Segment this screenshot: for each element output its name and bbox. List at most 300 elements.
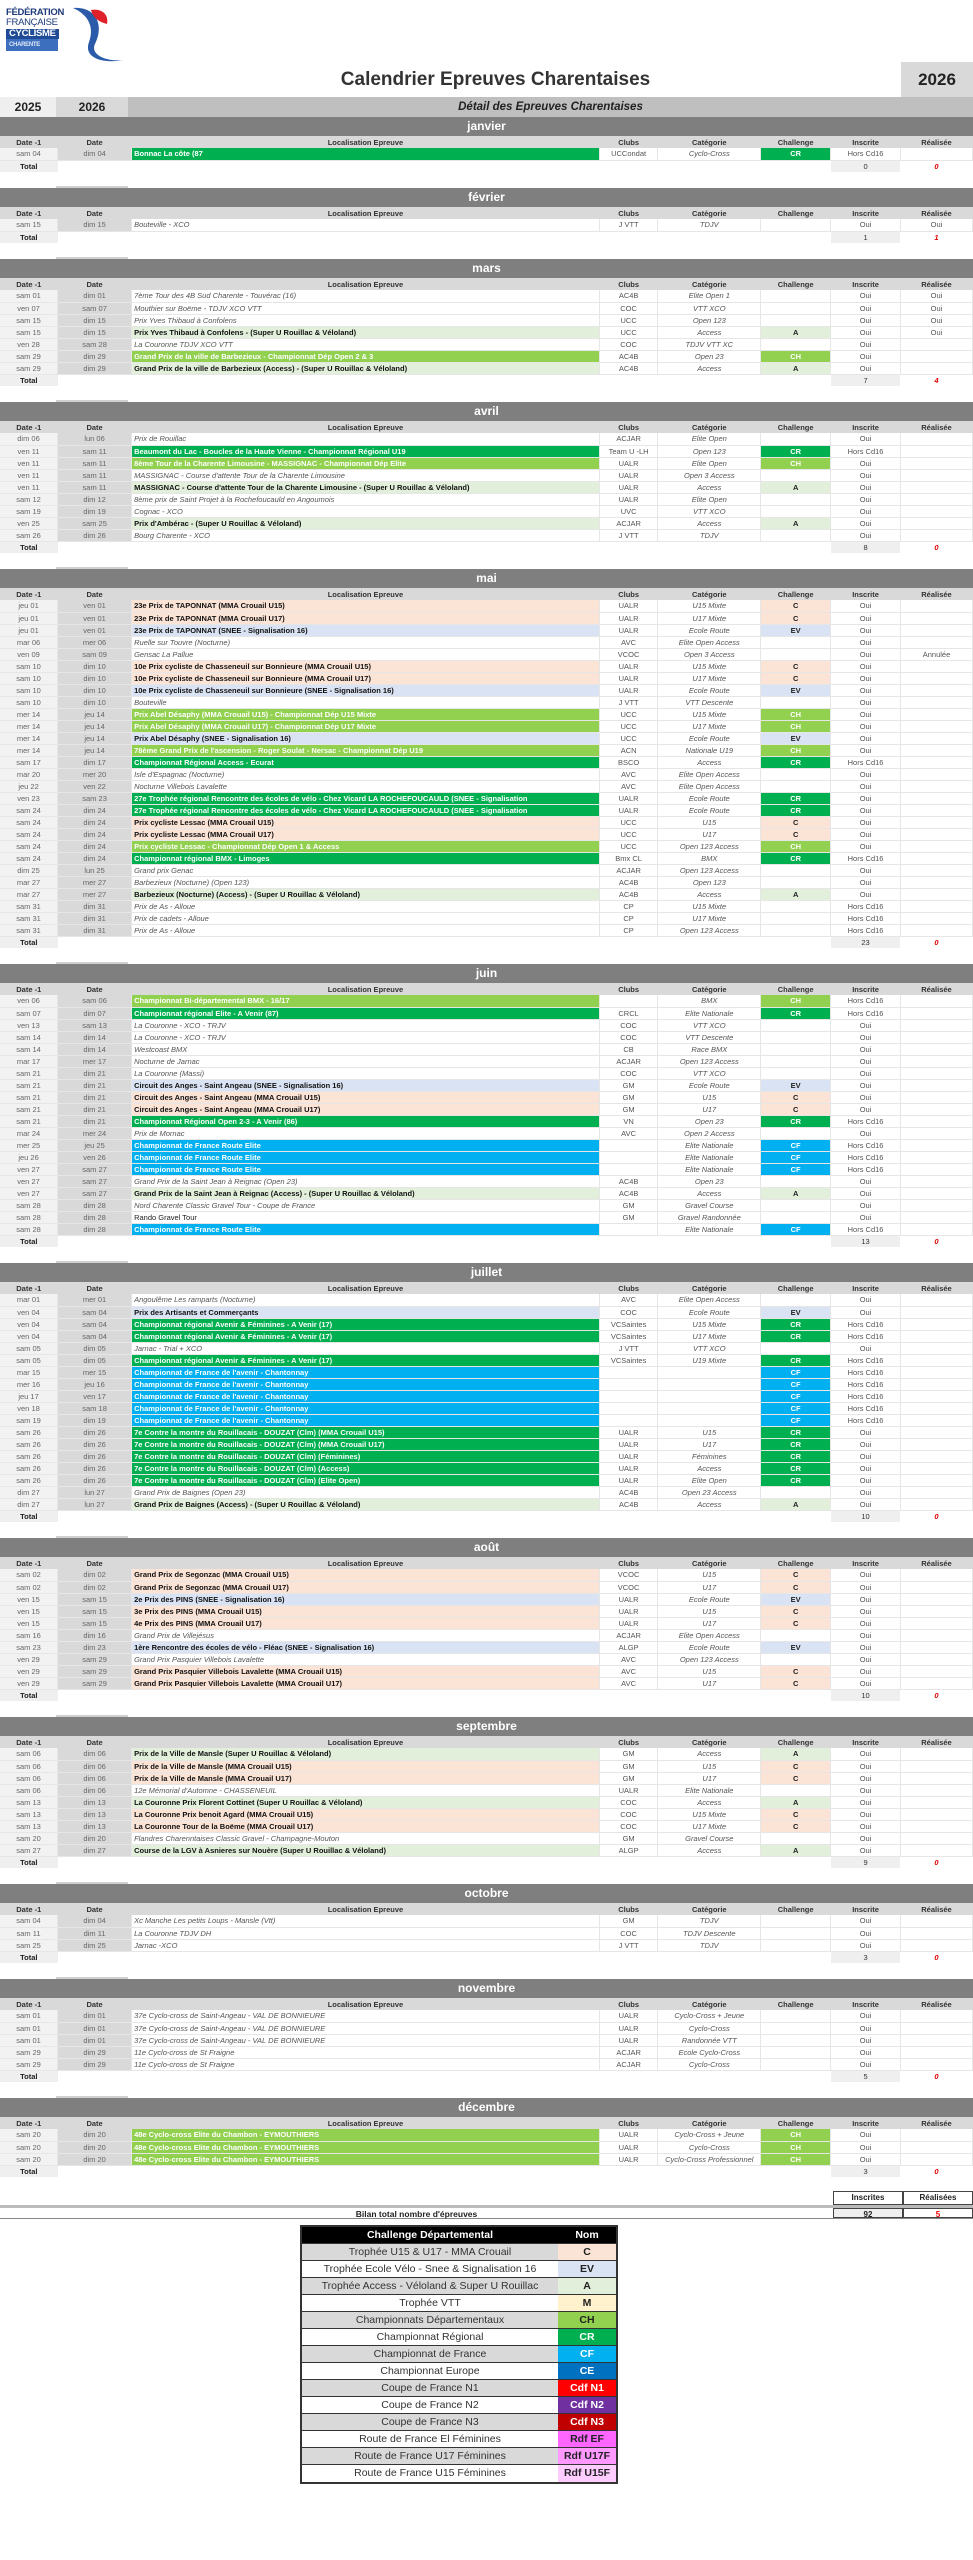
event-location[interactable]: 8ème prix de Saint Projet à la Rochefoucauld en Angoumois xyxy=(132,493,600,505)
event-realisee xyxy=(900,2034,972,2046)
event-row[interactable] xyxy=(0,290,973,302)
event-row[interactable] xyxy=(0,1844,973,1856)
event-location[interactable]: Championnat Bi-départemental BMX - 16/17 xyxy=(132,995,600,1007)
event-location[interactable]: Grand Prix de la Saint Jean à Reignac (Open 23) xyxy=(132,1175,600,1187)
event-location[interactable]: Isle d'Espagnac (Nocturne) xyxy=(132,768,600,780)
event-row[interactable] xyxy=(0,362,973,374)
event-row[interactable] xyxy=(0,1617,973,1629)
date-prev: jeu 01 xyxy=(0,612,58,624)
event-row[interactable] xyxy=(0,1641,973,1653)
event-row[interactable] xyxy=(0,1031,973,1043)
event-row[interactable] xyxy=(0,1007,973,1019)
event-location[interactable]: Championnat de France de l'avenir - Chantonnay xyxy=(132,1414,600,1426)
event-location[interactable]: 37e Cyclo-cross de Saint-Angeau - VAL DE BONNIEURE xyxy=(132,2022,600,2034)
event-location[interactable]: Prix de la Ville de Mansle (MMA Crouail U17) xyxy=(132,1772,600,1784)
event-location[interactable]: Championnat de France Route Elite xyxy=(132,1223,600,1235)
event-inscrite: Oui xyxy=(831,780,901,792)
event-location[interactable]: 48e Cyclo-cross Elite du Chambon - EYMOUTHIERS xyxy=(132,2153,600,2165)
event-row[interactable] xyxy=(0,612,973,624)
event-row[interactable] xyxy=(0,924,973,936)
event-row[interactable] xyxy=(0,756,973,768)
event-location[interactable]: Prix cycliste Lessac - Championnat Dép Open 1 & Access xyxy=(132,840,600,852)
date-prev: sam 04 xyxy=(0,1915,58,1927)
column-headers xyxy=(0,136,973,148)
event-row[interactable] xyxy=(0,1127,973,1139)
event-location[interactable]: 27e Trophée régional Rencontre des écoles de vélo - Chez Vicard LA ROCHEFOUCAULD (SNEE - Signalisation xyxy=(132,792,600,804)
event-location[interactable]: 10e Prix cycliste de Chasseneuil sur Bonnieure (MMA Crouail U15) xyxy=(132,660,600,672)
event-location[interactable]: MASSIGNAC - Course d'attente Tour de la Charente Limousine - (Super U Rouillac & Véloland) xyxy=(132,481,600,493)
event-row[interactable] xyxy=(0,350,973,362)
event-location[interactable]: Course de la LGV à Asnieres sur Nouère (Super U Rouillac & Véloland) xyxy=(132,1844,600,1856)
event-row[interactable] xyxy=(0,1796,973,1808)
event-category: Elite Open Access xyxy=(658,1629,761,1641)
event-row[interactable] xyxy=(0,2022,973,2034)
date-prev: jeu 22 xyxy=(0,780,58,792)
event-row[interactable] xyxy=(0,1175,973,1187)
event-location[interactable]: 23e Prix de TAPONNAT (MMA Crouail U15) xyxy=(132,600,600,612)
legend-header xyxy=(302,2227,616,2244)
event-location[interactable]: Championnat Régional Access - Ecurat xyxy=(132,756,600,768)
challenge-badge: A xyxy=(761,1796,831,1808)
event-row[interactable] xyxy=(0,1306,973,1318)
event-row[interactable] xyxy=(0,864,973,876)
event-club: GM xyxy=(599,1772,658,1784)
event-row[interactable] xyxy=(0,1772,973,1784)
event-location[interactable]: Nord Charente Classic Gravel Tour - Coupe de France xyxy=(132,1199,600,1211)
event-row[interactable] xyxy=(0,1569,973,1581)
event-location[interactable]: Championnat régional Avenir & Féminines - A Venir (17) xyxy=(132,1330,600,1342)
event-category: U19 Mixte xyxy=(658,1354,761,1366)
event-location[interactable]: Prix cycliste Lessac (MMA Crouail U15) xyxy=(132,816,600,828)
event-inscrite: Oui xyxy=(831,1474,901,1486)
event-location[interactable]: Jarnac - Trial + XCO xyxy=(132,1342,600,1354)
event-row[interactable] xyxy=(0,648,973,660)
event-location[interactable]: Cognac - XCO xyxy=(132,505,600,517)
event-realisee xyxy=(900,1915,972,1927)
event-row[interactable] xyxy=(0,1474,973,1486)
event-location[interactable]: Prix cycliste Lessac (MMA Crouail U17) xyxy=(132,828,600,840)
event-club: UCC xyxy=(599,732,658,744)
event-row[interactable] xyxy=(0,219,973,231)
event-location[interactable]: 11e Cyclo-cross de St Fraigne xyxy=(132,2046,600,2058)
event-location[interactable]: Prix de Rouillac xyxy=(132,433,600,445)
column-header: Réalisée xyxy=(900,278,972,290)
event-location[interactable]: Rando Gravel Tour xyxy=(132,1211,600,1223)
event-location[interactable]: Bourg Charente - XCO xyxy=(132,529,600,541)
event-location[interactable]: 7e Contre la montre du Rouillacais - DOUZAT (Clm) (MMA Crouail U17) xyxy=(132,1438,600,1450)
event-row[interactable] xyxy=(0,1760,973,1772)
event-row[interactable] xyxy=(0,1390,973,1402)
event-location[interactable]: Prix de la Ville de Mansle (Super U Rouillac & Véloland) xyxy=(132,1748,600,1760)
event-location[interactable]: La Couronne Prix benoit Agard (MMA Crouail U15) xyxy=(132,1808,600,1820)
event-location[interactable]: Grand Prix de la Saint Jean à Reignac (Access) - (Super U Rouillac & Véloland) xyxy=(132,1187,600,1199)
event-row[interactable] xyxy=(0,1915,973,1927)
event-row[interactable] xyxy=(0,1927,973,1939)
event-row[interactable] xyxy=(0,2141,973,2153)
event-location[interactable]: 7e Contre la montre du Rouillacais - DOUZAT (Clm) (Féminines) xyxy=(132,1450,600,1462)
event-inscrite: Oui xyxy=(831,1199,901,1211)
event-location[interactable]: Prix Yves Thibaud à Confolens xyxy=(132,314,600,326)
total-realisee: 0 xyxy=(900,1235,972,1247)
event-row[interactable] xyxy=(0,1366,973,1378)
event-location[interactable]: 3e Prix des PINS (MMA Crouail U15) xyxy=(132,1605,600,1617)
event-row[interactable] xyxy=(0,1067,973,1079)
event-category: Access xyxy=(658,326,761,338)
event-row[interactable] xyxy=(0,2153,973,2165)
event-location[interactable]: 7e Contre la montre du Rouillacais - DOUZAT (Clm) (MMA Crouail U15) xyxy=(132,1426,600,1438)
event-realisee xyxy=(900,1211,972,1223)
event-location[interactable]: 11e Cyclo-cross de St Fraigne xyxy=(132,2058,600,2070)
date-prev: sam 02 xyxy=(0,1569,58,1581)
event-location[interactable]: Championnat régional Avenir & Féminines - A Venir (17) xyxy=(132,1318,600,1330)
event-row[interactable] xyxy=(0,1079,973,1091)
event-location[interactable]: Flandres Charenntaises Classic Gravel - Champagne-Mouton xyxy=(132,1832,600,1844)
event-row[interactable] xyxy=(0,326,973,338)
event-location[interactable]: Grand Prix de Baignes (Open 23) xyxy=(132,1486,600,1498)
event-location[interactable]: La Couronne Tour de la Boëme (MMA Crouail U17) xyxy=(132,1820,600,1832)
event-location[interactable]: MASSIGNAC - Course d'attente Tour de la Charente Limousine xyxy=(132,469,600,481)
event-location[interactable]: Championnat régional Elite - A Venir (87) xyxy=(132,1007,600,1019)
date-prev: sam 26 xyxy=(0,1426,58,1438)
event-location[interactable]: Beaumont du Lac - Boucles de la Haute Vienne - Championnat Régional U19 xyxy=(132,445,600,457)
event-row[interactable] xyxy=(0,505,973,517)
event-row[interactable] xyxy=(0,1199,973,1211)
event-row[interactable] xyxy=(0,302,973,314)
event-location[interactable]: Championnat régional BMX - Limoges xyxy=(132,852,600,864)
event-row[interactable] xyxy=(0,696,973,708)
column-header: Date xyxy=(58,1736,132,1748)
event-row[interactable] xyxy=(0,1605,973,1617)
event-row[interactable] xyxy=(0,888,973,900)
total-realisee: 4 xyxy=(900,374,972,386)
event-location[interactable]: 2e Prix des PINS (SNEE - Signalisation 16) xyxy=(132,1593,600,1605)
event-inscrite: Oui xyxy=(831,1808,901,1820)
event-location[interactable]: Angoulême Les ramparts (Nocturne) xyxy=(132,1294,600,1306)
event-row[interactable] xyxy=(0,1330,973,1342)
event-location[interactable]: Barbezieux (Nocturne) (Access) - (Super U Rouillac & Véloland) xyxy=(132,888,600,900)
event-club: CP xyxy=(599,924,658,936)
event-row[interactable] xyxy=(0,624,973,636)
event-location[interactable]: Prix de cadets - Alloue xyxy=(132,912,600,924)
event-location[interactable]: Prix d'Ambérac - (Super U Rouillac & Véloland) xyxy=(132,517,600,529)
event-row[interactable] xyxy=(0,876,973,888)
event-row[interactable] xyxy=(0,2129,973,2141)
challenge-badge: EV xyxy=(761,624,831,636)
event-location[interactable]: Championnat de France de l'avenir - Chantonnay xyxy=(132,1378,600,1390)
event-row[interactable] xyxy=(0,1498,973,1510)
event-location[interactable]: La Couronne TDJV DH xyxy=(132,1927,600,1939)
event-inscrite: Oui xyxy=(831,636,901,648)
event-row[interactable] xyxy=(0,900,973,912)
event-row[interactable] xyxy=(0,636,973,648)
event-row[interactable] xyxy=(0,2046,973,2058)
event-inscrite: Hors Cd16 xyxy=(831,1007,901,1019)
column-header: Date -1 xyxy=(0,2117,58,2129)
event-location[interactable]: 78ème Grand Prix de l'ascension - Roger Soulat - Nersac - Championnat Dép U19 xyxy=(132,744,600,756)
event-location[interactable]: Grand prix Genac xyxy=(132,864,600,876)
event-location[interactable]: 23e Prix de TAPONNAT (MMA Crouail U17) xyxy=(132,612,600,624)
event-realisee xyxy=(900,636,972,648)
event-location[interactable]: Circuit des Anges - Saint Angeau (MMA Crouail U15) xyxy=(132,1091,600,1103)
event-location[interactable]: Grand Prix Pasquier Villebois Lavalette (MMA Crouail U17) xyxy=(132,1677,600,1689)
event-location[interactable]: 7ème Tour des 4B Sud Charente - Touvérac (16) xyxy=(132,290,600,302)
challenge-badge: CR xyxy=(761,756,831,768)
challenge-badge: CR xyxy=(761,1462,831,1474)
event-row[interactable] xyxy=(0,995,973,1007)
event-location[interactable]: Prix de Mornac xyxy=(132,1127,600,1139)
column-header: Réalisée xyxy=(900,421,972,433)
event-row[interactable] xyxy=(0,828,973,840)
event-row[interactable] xyxy=(0,1187,973,1199)
event-row[interactable] xyxy=(0,1629,973,1641)
event-location[interactable]: Grand Prix Pasquier Villebois Lavalette (MMA Crouail U15) xyxy=(132,1665,600,1677)
event-club: UALR xyxy=(599,672,658,684)
date-prev: sam 31 xyxy=(0,900,58,912)
event-category: U15 Mixte xyxy=(658,660,761,672)
event-row[interactable] xyxy=(0,457,973,469)
event-row[interactable] xyxy=(0,792,973,804)
event-location[interactable]: Prix Abel Désaphy (MMA Crouail U15) - Championnat Dép U15 Mixte xyxy=(132,708,600,720)
challenge-badge: EV xyxy=(761,1306,831,1318)
event-location[interactable]: 10e Prix cycliste de Chasseneuil sur Bonnieure (SNEE - Signalisation 16) xyxy=(132,684,600,696)
event-row[interactable] xyxy=(0,1784,973,1796)
event-row[interactable] xyxy=(0,1665,973,1677)
event-inscrite: Oui xyxy=(831,1306,901,1318)
event-location[interactable]: Gensac La Pallue xyxy=(132,648,600,660)
event-location[interactable]: Circuit des Anges - Saint Angeau (SNEE - Signalisation 16) xyxy=(132,1079,600,1091)
event-row[interactable] xyxy=(0,1318,973,1330)
event-club: GM xyxy=(599,1760,658,1772)
event-club: UALR xyxy=(599,2034,658,2046)
date-prev: sam 29 xyxy=(0,362,58,374)
event-row[interactable] xyxy=(0,852,973,864)
event-row[interactable] xyxy=(0,1055,973,1067)
event-row[interactable] xyxy=(0,338,973,350)
event-realisee xyxy=(900,1569,972,1581)
event-location[interactable]: 37e Cyclo-cross de Saint-Angeau - VAL DE BONNIEURE xyxy=(132,2010,600,2022)
event-row[interactable] xyxy=(0,1486,973,1498)
event-row[interactable] xyxy=(0,1091,973,1103)
event-row[interactable] xyxy=(0,1211,973,1223)
event-row[interactable] xyxy=(0,148,973,160)
event-row[interactable] xyxy=(0,2058,973,2070)
event-row[interactable] xyxy=(0,1748,973,1760)
event-row[interactable] xyxy=(0,780,973,792)
event-row[interactable] xyxy=(0,1438,973,1450)
event-inscrite: Oui xyxy=(831,672,901,684)
event-location[interactable]: Jarnac -XCO xyxy=(132,1939,600,1951)
event-location[interactable]: La Couronne - XCO - TRJV xyxy=(132,1019,600,1031)
event-row[interactable] xyxy=(0,1163,973,1175)
event-location[interactable]: La Couronne - XCO - TRJV xyxy=(132,1031,600,1043)
event-location[interactable]: 12e Mémorial d'Automne - CHASSENEUIL xyxy=(132,1784,600,1796)
event-row[interactable] xyxy=(0,2010,973,2022)
event-row[interactable] xyxy=(0,1378,973,1390)
event-row[interactable] xyxy=(0,1581,973,1593)
challenge-badge: CR xyxy=(761,1318,831,1330)
event-location[interactable]: La Couronne Prix Florent Cottinet (Super U Rouillac & Véloland) xyxy=(132,1796,600,1808)
event-row[interactable] xyxy=(0,732,973,744)
event-realisee xyxy=(900,1653,972,1665)
date-prev: ven 29 xyxy=(0,1665,58,1677)
event-row[interactable] xyxy=(0,1414,973,1426)
event-location[interactable]: 4e Prix des PINS (MMA Crouail U17) xyxy=(132,1617,600,1629)
event-row[interactable] xyxy=(0,660,973,672)
event-location[interactable]: 48e Cyclo-cross Elite du Chambon - EYMOUTHIERS xyxy=(132,2129,600,2141)
event-location[interactable]: 1ère Rencontre des écoles de vélo - Fléac (SNEE - Signalisation 16) xyxy=(132,1641,600,1653)
event-location[interactable]: Bouteville - XCO xyxy=(132,219,600,231)
event-row[interactable] xyxy=(0,816,973,828)
event-location[interactable]: Championnat de France de l'avenir - Chantonnay xyxy=(132,1366,600,1378)
event-row[interactable] xyxy=(0,445,973,457)
event-row[interactable] xyxy=(0,1103,973,1115)
event-inscrite: Oui xyxy=(831,1055,901,1067)
event-row[interactable] xyxy=(0,804,973,816)
date-prev: ven 28 xyxy=(0,338,58,350)
event-club: UALR xyxy=(599,792,658,804)
date: mer 06 xyxy=(58,636,132,648)
event-location[interactable]: Championnat Régional Open 2-3 - A Venir (86) xyxy=(132,1115,600,1127)
event-location[interactable]: 8ème Tour de la Charente Limousine - MASSIGNAC - Championnat Dép Elite xyxy=(132,457,600,469)
event-location[interactable]: 7e Contre la montre du Rouillacais - DOUZAT (Clm) (Access) xyxy=(132,1462,600,1474)
event-location[interactable]: Prix de la Ville de Mansle (MMA Crouail U15) xyxy=(132,1760,600,1772)
event-location[interactable]: Bonnac La côte (87 xyxy=(132,148,600,160)
event-row[interactable] xyxy=(0,1939,973,1951)
event-row[interactable] xyxy=(0,708,973,720)
date: dim 14 xyxy=(58,1043,132,1055)
event-row[interactable] xyxy=(0,1294,973,1306)
event-row[interactable] xyxy=(0,1342,973,1354)
date: dim 31 xyxy=(58,912,132,924)
event-row[interactable] xyxy=(0,744,973,756)
event-row[interactable] xyxy=(0,1832,973,1844)
column-header: Date -1 xyxy=(0,278,58,290)
event-row[interactable] xyxy=(0,1151,973,1163)
event-row[interactable] xyxy=(0,600,973,612)
date-prev: ven 06 xyxy=(0,995,58,1007)
event-location[interactable]: 48e Cyclo-cross Elite du Chambon - EYMOUTHIERS xyxy=(132,2141,600,2153)
event-realisee xyxy=(900,1677,972,1689)
event-row[interactable] xyxy=(0,1139,973,1151)
event-row[interactable] xyxy=(0,314,973,326)
event-category: Open 123 Access xyxy=(658,864,761,876)
event-location[interactable]: Bouteville xyxy=(132,696,600,708)
event-row[interactable] xyxy=(0,1019,973,1031)
event-location[interactable]: Grand Prix de la ville de Barbezieux - Championnat Dép Open 2 & 3 xyxy=(132,350,600,362)
event-location[interactable]: La Couronne (Massi) xyxy=(132,1067,600,1079)
event-row[interactable] xyxy=(0,1653,973,1665)
event-location[interactable]: Prix de As - Alloue xyxy=(132,924,600,936)
event-row[interactable] xyxy=(0,493,973,505)
event-row[interactable] xyxy=(0,912,973,924)
event-row[interactable] xyxy=(0,481,973,493)
event-location[interactable]: Prix Abel Désaphy (MMA Crouail U17) - Championnat Dép U17 Mixte xyxy=(132,720,600,732)
event-realisee xyxy=(900,1605,972,1617)
event-location[interactable]: Mouthier sur Boëme - TDJV XCO VTT xyxy=(132,302,600,314)
event-row[interactable] xyxy=(0,840,973,852)
event-row[interactable] xyxy=(0,469,973,481)
event-location[interactable]: Championnat de France de l'avenir - Chantonnay xyxy=(132,1402,600,1414)
event-row[interactable] xyxy=(0,1593,973,1605)
event-row[interactable] xyxy=(0,1450,973,1462)
event-location[interactable]: La Couronne TDJV XCO VTT xyxy=(132,338,600,350)
event-location[interactable]: Grand Prix de Villejésus xyxy=(132,1629,600,1641)
event-location[interactable]: Nocturne Villebois Lavalette xyxy=(132,780,600,792)
event-row[interactable] xyxy=(0,529,973,541)
event-location[interactable]: 23e Prix de TAPONNAT (SNEE - Signalisation 16) xyxy=(132,624,600,636)
event-row[interactable] xyxy=(0,1677,973,1689)
event-location[interactable]: Prix de As - Alloue xyxy=(132,900,600,912)
event-row[interactable] xyxy=(0,433,973,445)
event-location[interactable]: Grand Prix de Segonzac (MMA Crouail U17) xyxy=(132,1581,600,1593)
event-row[interactable] xyxy=(0,1402,973,1414)
event-location[interactable]: Championnat de France Route Elite xyxy=(132,1139,600,1151)
date-prev: jeu 17 xyxy=(0,1390,58,1402)
event-category: U15 Mixte xyxy=(658,1318,761,1330)
event-row[interactable] xyxy=(0,517,973,529)
event-realisee xyxy=(900,1175,972,1187)
event-club: COC xyxy=(599,1927,658,1939)
event-location[interactable]: Prix des Artisants et Commerçants xyxy=(132,1306,600,1318)
event-location[interactable]: Circuit des Anges - Saint Angeau (MMA Crouail U17) xyxy=(132,1103,600,1115)
event-location[interactable]: 27e Trophée régional Rencontre des écoles de vélo - Chez Vicard LA ROCHEFOUCAULD (SNEE - Signalisation xyxy=(132,804,600,816)
event-row[interactable] xyxy=(0,1426,973,1438)
event-location[interactable]: Championnat de France de l'avenir - Chantonnay xyxy=(132,1390,600,1402)
total-row xyxy=(0,231,973,243)
event-location[interactable]: Grand Prix Pasquier Villebois Lavalette xyxy=(132,1653,600,1665)
event-row[interactable] xyxy=(0,1820,973,1832)
event-location[interactable]: Ruelle sur Touvre (Nocturne) xyxy=(132,636,600,648)
event-row[interactable] xyxy=(0,1043,973,1055)
event-location[interactable]: Nocturne de Jarnac xyxy=(132,1055,600,1067)
event-row[interactable] xyxy=(0,1115,973,1127)
event-location[interactable]: Xc Manche Les petits Loups - Mansle (Vtt) xyxy=(132,1915,600,1927)
event-row[interactable] xyxy=(0,1808,973,1820)
event-location[interactable]: Grand Prix de la ville de Barbezieux (Access) - (Super U Rouillac & Véloland) xyxy=(132,362,600,374)
event-location[interactable]: 10e Prix cycliste de Chasseneuil sur Bonnieure (MMA Crouail U17) xyxy=(132,672,600,684)
event-row[interactable] xyxy=(0,684,973,696)
event-row[interactable] xyxy=(0,1462,973,1474)
event-location[interactable]: Prix Abel Désaphy (SNEE - Signalisation 16) xyxy=(132,732,600,744)
event-row[interactable] xyxy=(0,768,973,780)
event-realisee xyxy=(900,1939,972,1951)
challenge-badge xyxy=(761,900,831,912)
event-realisee xyxy=(900,505,972,517)
event-location[interactable]: Grand Prix de Baignes (Access) - (Super U Rouillac & Véloland) xyxy=(132,1498,600,1510)
event-row[interactable] xyxy=(0,720,973,732)
event-location[interactable]: 37e Cyclo-cross de Saint-Angeau - VAL DE BONNIEURE xyxy=(132,2034,600,2046)
event-location[interactable]: Championnat de France Route Elite xyxy=(132,1151,600,1163)
event-row[interactable] xyxy=(0,1354,973,1366)
column-header: Inscrite xyxy=(831,207,901,219)
date: dim 02 xyxy=(58,1569,132,1581)
event-location[interactable]: Westcoast BMX xyxy=(132,1043,600,1055)
event-category: U17 xyxy=(658,828,761,840)
event-location[interactable]: Championnat de France Route Elite xyxy=(132,1163,600,1175)
challenge-badge: C xyxy=(761,1665,831,1677)
challenge-badge: CF xyxy=(761,1402,831,1414)
event-category: Race BMX xyxy=(658,1043,761,1055)
event-location[interactable]: 7e Contre la montre du Rouillacais - DOUZAT (Clm) (Elite Open) xyxy=(132,1474,600,1486)
event-row[interactable] xyxy=(0,2034,973,2046)
event-location[interactable]: Grand Prix de Segonzac (MMA Crouail U15) xyxy=(132,1569,600,1581)
event-row[interactable] xyxy=(0,1223,973,1235)
event-location[interactable]: Barbezieux (Nocturne) (Open 123) xyxy=(132,876,600,888)
event-location[interactable]: Championnat régional Avenir & Féminines - A Venir (17) xyxy=(132,1354,600,1366)
event-inscrite: Oui xyxy=(831,1629,901,1641)
event-row[interactable] xyxy=(0,672,973,684)
event-location[interactable]: Prix Yves Thibaud à Confolens - (Super U Rouillac & Véloland) xyxy=(132,326,600,338)
